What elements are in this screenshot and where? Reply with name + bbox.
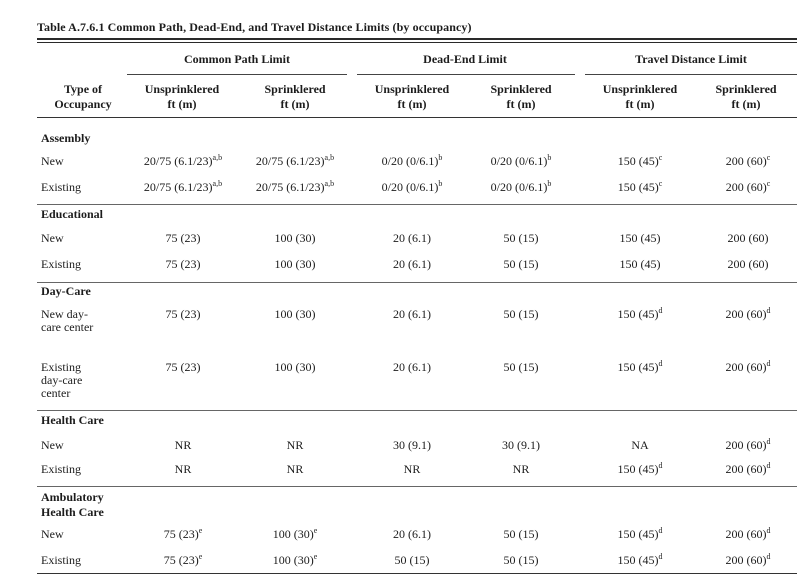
table-cell [356,307,468,322]
footnote-marker: a,b [212,153,223,162]
cell-value: 200 (60) [725,527,767,541]
cell-value: NR [174,462,192,476]
cell-value: NA [631,438,649,452]
top-rule-thin [37,42,797,43]
table-cell [584,154,696,169]
cell-value: 0/20 (0/6.1) [490,180,548,194]
cell-value: 20 (6.1) [393,527,431,541]
cell-value: 150 (45) [617,527,659,541]
cell-value: 20 (6.1) [393,360,431,374]
cell-value: 20/75 (6.1/23) [255,154,325,168]
table-cell [465,154,577,169]
cell-value: 200 (60) [725,360,767,374]
row-label: New [41,438,64,452]
table-cell [239,231,351,246]
table-cell [356,527,468,542]
section-heading: Assembly [41,131,91,145]
column-header-unit: ft (m) [167,97,197,111]
cell-value: 100 (30) [274,231,316,245]
cell-value: NR [512,462,530,476]
footnote-marker: c [658,153,663,162]
footnote-marker: d [658,552,663,561]
footnote-marker: a,b [324,153,335,162]
cell-value: NR [286,462,304,476]
footnote-marker: d [658,359,663,368]
table-cell [356,180,468,195]
footnote-marker: c [766,153,771,162]
cell-value: NR [174,438,192,452]
cell-value: 75 (23) [165,231,201,245]
table-cell [465,438,577,453]
cell-value: 100 (30) [274,257,316,271]
table-cell [584,307,696,322]
table-cell [465,462,577,477]
column-header-unit: ft (m) [506,97,536,111]
group-underline-dead-end [357,74,575,75]
cell-value: 100 (30) [274,360,316,374]
row-label: Existing [41,462,82,476]
section-divider [37,204,797,205]
column-header [127,82,237,112]
bottom-rule [37,573,797,574]
table-cell [127,360,239,375]
table-cell [239,462,351,477]
group-underline-travel-distance [585,74,797,75]
column-header-label: Sprinklered [715,82,777,96]
group-underline-common-path [127,74,347,75]
table-cell [465,180,577,195]
footnote-marker: e [313,526,318,535]
cell-value: 50 (15) [503,553,539,567]
cell-value: 200 (60) [725,438,767,452]
table-cell [127,462,239,477]
header-rule [37,117,797,118]
row-label: New [41,231,64,245]
cell-value: 50 (15) [503,527,539,541]
footnote-marker: e [198,552,203,561]
footnote-marker: d [766,437,771,446]
cell-value: 50 (15) [503,231,539,245]
table-cell [239,553,351,568]
cell-value: 0/20 (0/6.1) [381,180,439,194]
column-header [585,82,695,112]
table-cell [584,553,696,568]
table-cell [584,527,696,542]
table-cell [465,257,577,272]
table-cell [692,462,800,477]
cell-value: 50 (15) [503,307,539,321]
cell-value: 20/75 (6.1/23) [143,180,213,194]
footnote-marker: e [313,552,318,561]
table-cell [239,154,351,169]
table-cell [239,307,351,322]
cell-value: 20 (6.1) [393,231,431,245]
table-cell [692,257,800,272]
cell-value: 75 (23) [165,307,201,321]
table-cell [127,154,239,169]
footnote-marker: e [198,526,203,535]
section-heading: Health Care [41,413,104,427]
footnote-marker: d [658,461,663,470]
footnote-marker: d [658,526,663,535]
column-header-label: Sprinklered [264,82,326,96]
cell-value: 0/20 (0/6.1) [490,154,548,168]
footnote-marker: d [766,359,771,368]
table-cell [356,553,468,568]
column-header-label: Unsprinklered [144,82,220,96]
table-cell [692,360,800,375]
cell-value: 200 (60) [725,180,767,194]
cell-value: 200 (60) [725,553,767,567]
cell-value: NR [403,462,421,476]
footnote-marker: b [438,153,443,162]
row-label: New [41,154,64,168]
table-cell [356,438,468,453]
section-divider [37,486,797,487]
table-cell [584,180,696,195]
row-label: Existing [41,553,82,567]
section-divider [37,282,797,283]
table-cell [692,527,800,542]
cell-value: 50 (15) [394,553,430,567]
cell-value: 200 (60) [725,307,767,321]
cell-value: 150 (45) [617,360,659,374]
footnote-marker: b [547,153,552,162]
table-cell [692,180,800,195]
footnote-marker: d [658,306,663,315]
cell-value: 20/75 (6.1/23) [143,154,213,168]
table-cell [356,154,468,169]
table-cell [127,257,239,272]
row-label: Existing [41,180,82,194]
cell-value: 200 (60) [727,257,769,271]
table-cell [239,527,351,542]
column-header-unit: ft (m) [625,97,655,111]
column-header-label: Unsprinklered [602,82,678,96]
cell-value: 200 (60) [725,462,767,476]
column-header-unit: ft (m) [280,97,310,111]
column-header-label: Unsprinklered [374,82,450,96]
column-header [466,82,576,112]
cell-value: 75 (23) [165,360,201,374]
table-cell [692,553,800,568]
cell-value: 50 (15) [503,360,539,374]
cell-value: 75 (23) [165,257,201,271]
cell-value: 20 (6.1) [393,257,431,271]
table-cell [584,360,696,375]
cell-value: 100 (30) [272,553,314,567]
table-cell [127,307,239,322]
table-cell [692,307,800,322]
table-cell [584,231,696,246]
cell-value: 20 (6.1) [393,307,431,321]
table-cell [584,438,696,453]
section-heading: Educational [41,207,104,221]
cell-value: 20/75 (6.1/23) [255,180,325,194]
top-rule-thick [37,38,797,40]
table-cell [465,360,577,375]
cell-value: 100 (30) [272,527,314,541]
table-cell [127,231,239,246]
footnote-marker: d [766,552,771,561]
cell-value: 150 (45) [617,180,659,194]
table-cell [127,553,239,568]
cell-value: 30 (9.1) [393,438,431,452]
column-header-label: Sprinklered [490,82,552,96]
footnote-marker: d [766,526,771,535]
table-cell [584,257,696,272]
section-heading: Ambulatory Health Care [41,490,104,519]
cell-value: 150 (45) [617,307,659,321]
table-cell [239,180,351,195]
row-label: New day-care center [41,307,94,334]
table-cell [239,438,351,453]
cell-value: 75 (23) [163,527,199,541]
cell-value: 150 (45) [617,462,659,476]
cell-value: 150 (45) [617,154,659,168]
footnote-marker: c [766,179,771,188]
footnote-marker: d [766,461,771,470]
column-header-unit: ft (m) [397,97,427,111]
footnote-marker: b [547,179,552,188]
row-label: Existing [41,257,82,271]
footnote-marker: a,b [324,179,335,188]
table-cell [465,527,577,542]
section-divider [37,410,797,411]
column-header-unit: ft (m) [731,97,761,111]
cell-value: 150 (45) [619,231,661,245]
group-header-common-path: Common Path Limit [184,52,290,66]
group-header-travel-distance: Travel Distance Limit [635,52,747,66]
table-cell [356,360,468,375]
footnote-marker: b [438,179,443,188]
table-cell [692,231,800,246]
corner-header: Type of Occupancy [54,82,112,111]
table-cell [465,231,577,246]
table-cell [692,154,800,169]
cell-value: 200 (60) [727,231,769,245]
table-cell [584,462,696,477]
table-cell [356,462,468,477]
table-caption: Table A.7.6.1 Common Path, Dead-End, and Travel Distance Limits (by occupancy) [37,20,472,34]
footnote-marker: d [766,306,771,315]
column-header [693,82,799,112]
section-heading: Day-Care [41,284,91,298]
table-cell [239,257,351,272]
table-cell [356,257,468,272]
row-label: New [41,527,64,541]
cell-value: 0/20 (0/6.1) [381,154,439,168]
cell-value: 30 (9.1) [502,438,540,452]
cell-value: 100 (30) [274,307,316,321]
footnote-marker: c [658,179,663,188]
cell-value: 50 (15) [503,257,539,271]
cell-value: NR [286,438,304,452]
table-cell [465,307,577,322]
cell-value: 150 (45) [619,257,661,271]
column-header [357,82,467,112]
table-cell [127,438,239,453]
cell-value: 150 (45) [617,553,659,567]
table-cell [239,360,351,375]
group-header-dead-end: Dead-End Limit [423,52,507,66]
table-cell [465,553,577,568]
cell-value: 75 (23) [163,553,199,567]
table-cell [356,231,468,246]
footnote-marker: a,b [212,179,223,188]
table-cell [127,180,239,195]
column-header [240,82,350,112]
cell-value: 200 (60) [725,154,767,168]
table-cell [692,438,800,453]
row-label: Existing day-care center [41,360,83,400]
table-cell [127,527,239,542]
